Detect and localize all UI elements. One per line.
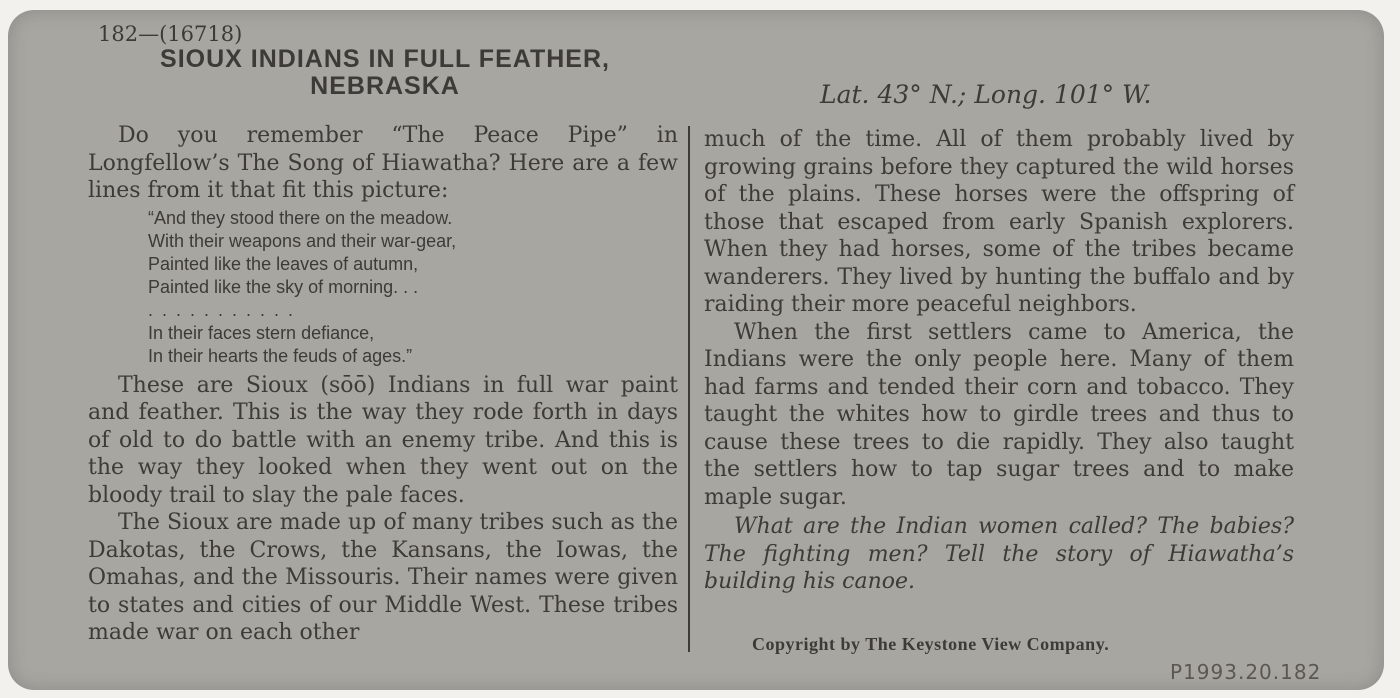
poem-line: “And they stood there on the meadow. bbox=[148, 207, 453, 228]
title-line-2: NEBRASKA bbox=[310, 72, 460, 100]
catalog-number: 182—(16718) bbox=[98, 22, 243, 46]
continued-paragraph: much of the time. All of them probably lived by growing grains before they captured the wild horses of the plains. These horses were the offspring of those that escaped from early Spanish explorers. When they had horses, some of the tribes became wanderers. They lived by hunting the buffalo and by raiding their more peaceful neighbors. bbox=[704, 127, 1294, 317]
tribes-paragraph: The Sioux are made up of many tribes such as the Dakotas, the Crows, the Kansans, the Iowas, the Omahas, and the Missouris. Their names were given to states and cities of our Middle West. These tribes made war on each other bbox=[88, 510, 678, 645]
intro-paragraph: Do you remember “The Peace Pipe” in Longfellow’s The Song of Hiawatha? Here are a few lines from it that fit this picture: bbox=[88, 123, 678, 203]
left-column bbox=[88, 122, 678, 647]
sioux-paragraph: These are Sioux (sōō) Indians in full war paint and feather. This is the way they rode forth in days of old to do battle with an enemy tribe. And this is the way they looked when they went out on the bloody trail to slay the pale faces. bbox=[88, 372, 678, 508]
study-questions: What are the Indian women called? The babies? The fighting men? Tell the story of Hiawatha’s building his canoe. bbox=[704, 514, 1294, 594]
accession-number: P1993.20.182 bbox=[1170, 660, 1322, 684]
poem-line: Painted like the sky of morning. . . bbox=[148, 276, 419, 297]
poem-line: Painted like the leaves of autumn, bbox=[148, 253, 419, 274]
poem-line: In their hearts the feuds of ages.” bbox=[148, 345, 413, 366]
poem-ellipsis: . . . . . . . . . . . bbox=[148, 299, 296, 320]
title-line-1: SIOUX INDIANS IN FULL FEATHER, bbox=[160, 45, 610, 73]
poem-line: With their weapons and their war-gear, bbox=[148, 230, 457, 251]
column-divider bbox=[688, 126, 690, 652]
card-title bbox=[100, 46, 670, 100]
poem-line: In their faces stern defiance, bbox=[148, 322, 375, 343]
right-column bbox=[704, 126, 1294, 596]
poem-excerpt bbox=[88, 207, 678, 368]
coordinates: Lat. 43° N.; Long. 101° W. bbox=[820, 80, 1152, 109]
copyright-line: Copyright by The Keystone View Company. bbox=[752, 634, 1110, 654]
settlers-paragraph: When the first settlers came to America, the Indians were the only people here. Many of them had farms and tended their corn and tobacco. They taught the whites how to girdle trees and thus to cause these trees to die rapidly. They also taught the settlers how to tap sugar trees and to make maple sugar. bbox=[704, 319, 1294, 510]
